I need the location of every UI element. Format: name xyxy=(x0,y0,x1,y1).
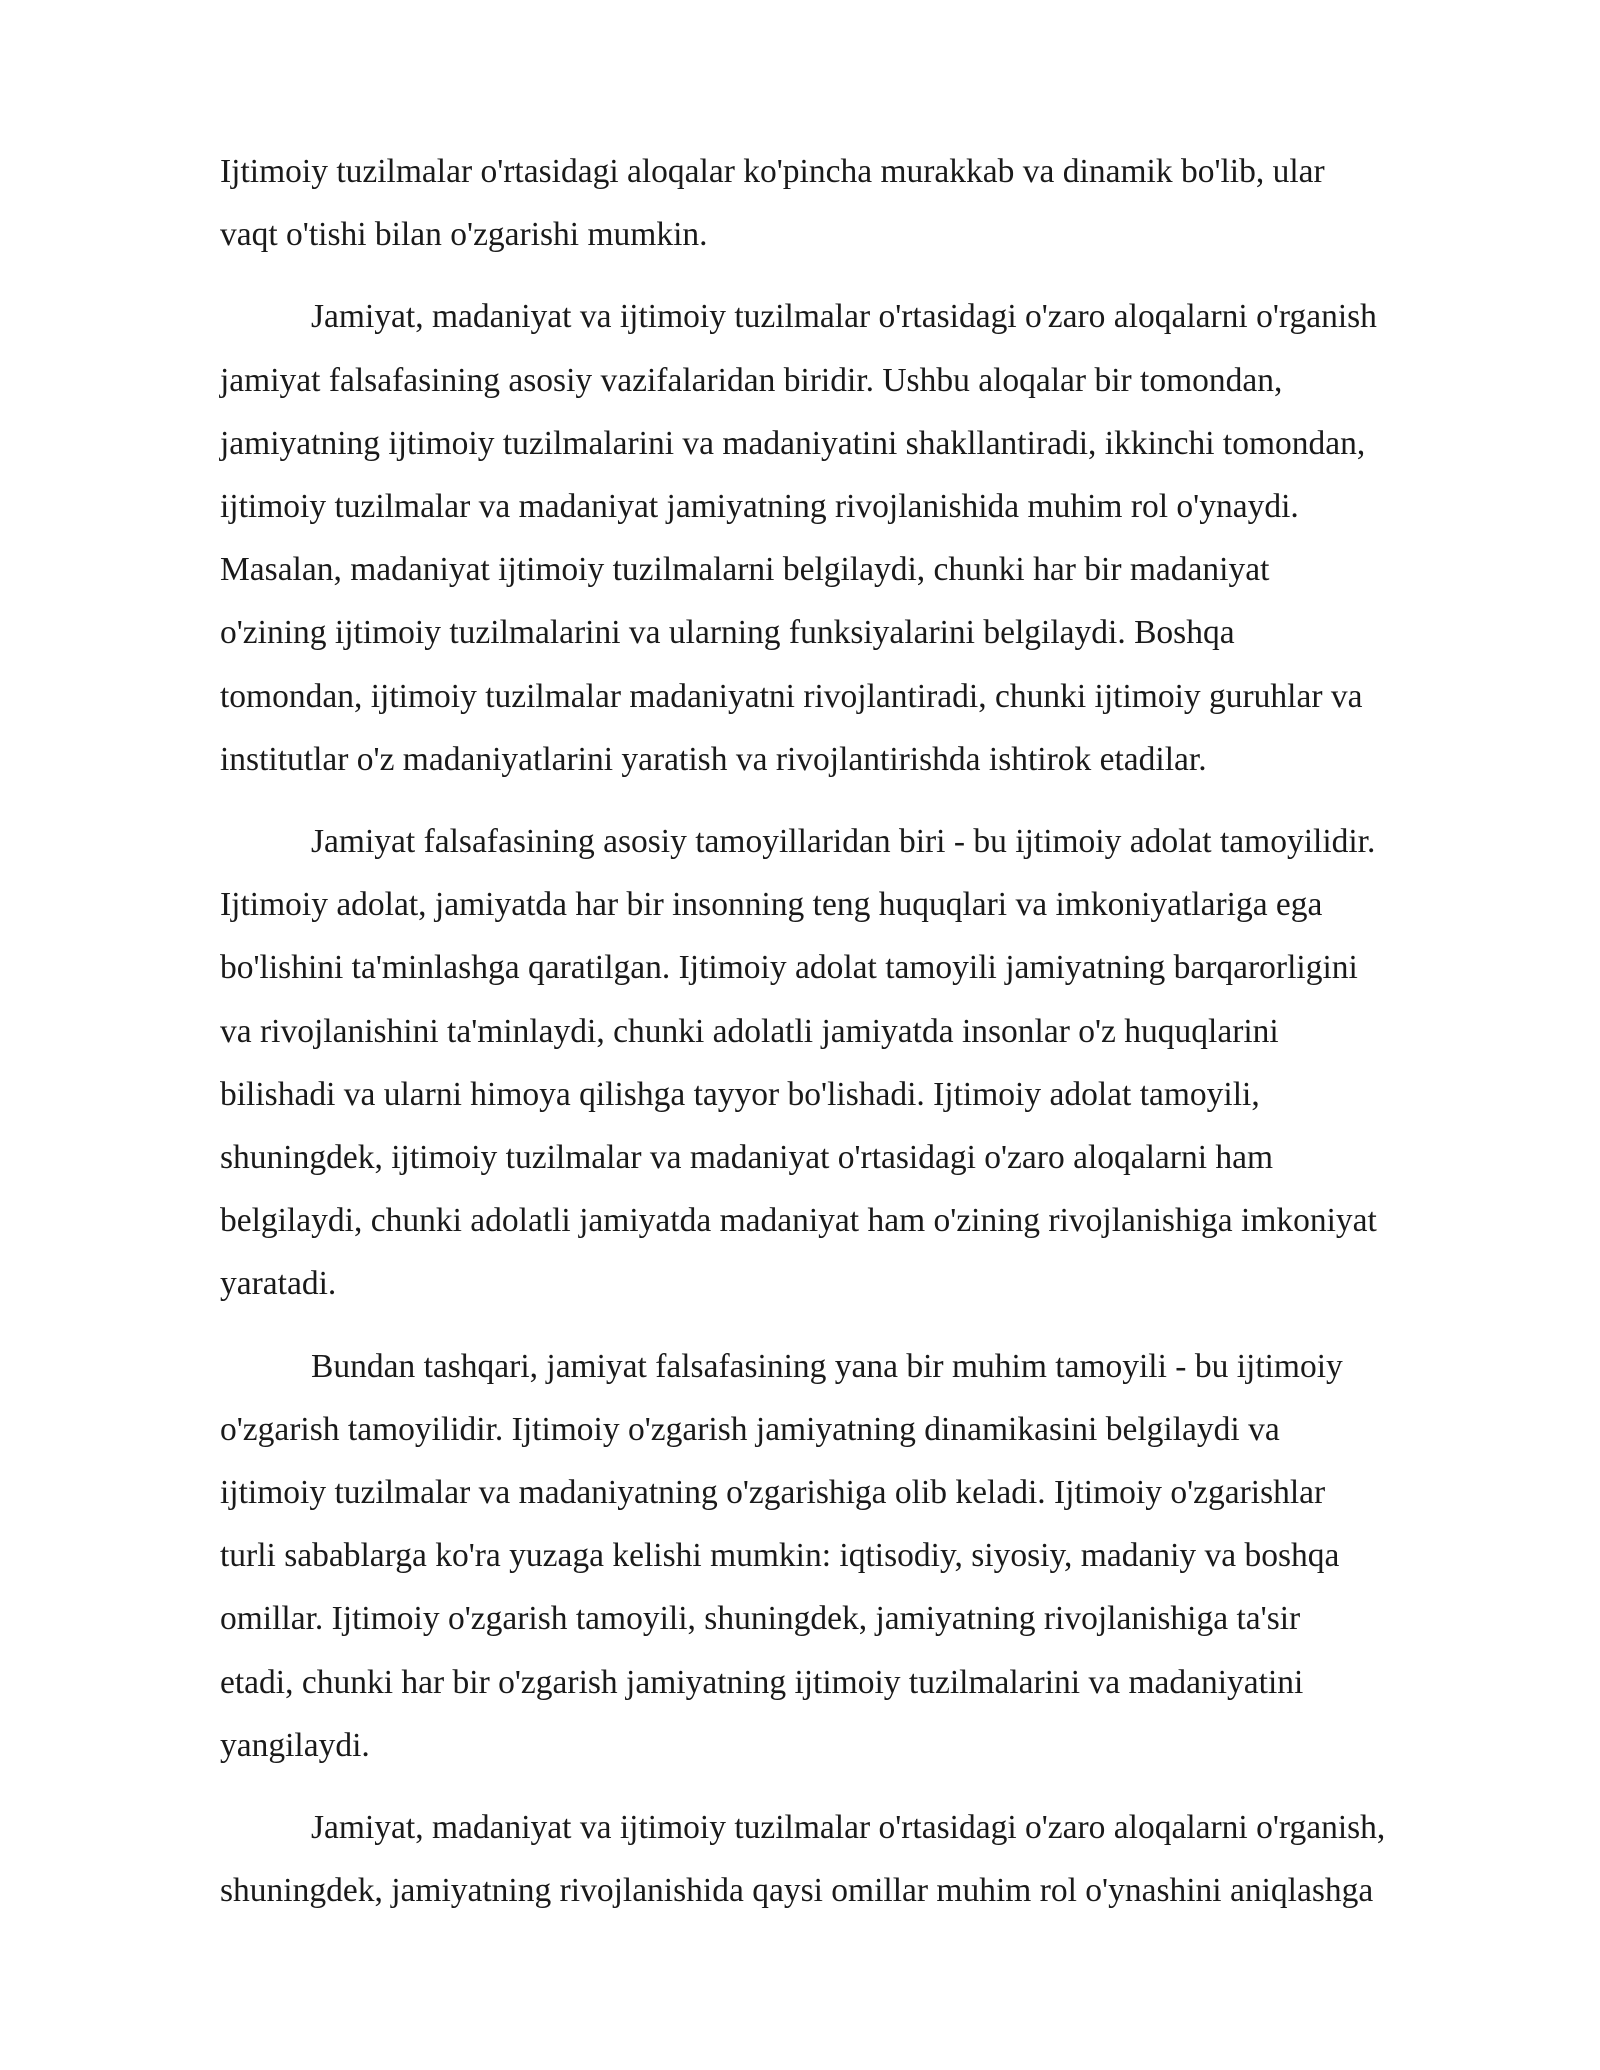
text-line: jamiyat falsafasining asosiy vazifalaridan biridir. Ushbu aloqalar bir tomondan, xyxy=(220,361,1283,399)
text-line: yangilaydi. xyxy=(220,1726,370,1764)
text-line: belgilaydi, chunki adolatli jamiyatda madaniyat ham o'zining rivojlanishiga imkoniyat xyxy=(220,1202,1377,1240)
text-line: o'zining ijtimoiy tuzilmalarini va ularning funksiyalarini belgilaydi. Boshqa xyxy=(220,614,1235,652)
text-line: Jamiyat falsafasining asosiy tamoyillaridan biri - bu ijtimoiy adolat tamoyilidir. xyxy=(311,823,1376,861)
text-line: Ijtimoiy adolat, jamiyatda har bir insonning teng huquqlari va imkoniyatlariga ega xyxy=(220,886,1323,924)
text-line: vaqt o'tishi bilan o'zgarishi mumkin. xyxy=(220,216,708,254)
paragraph-5 xyxy=(220,1796,1482,1922)
text-line: bo'lishini ta'minlashga qaratilgan. Ijtimoiy adolat tamoyili jamiyatning barqarorligini xyxy=(220,949,1358,987)
text-line: turli sabablarga ko'ra yuzaga kelishi mumkin: iqtisodiy, siyosiy, madaniy va boshqa xyxy=(220,1537,1340,1575)
document-body xyxy=(220,140,1482,1941)
paragraph-1 xyxy=(220,140,1482,266)
text-line: ijtimoiy tuzilmalar va madaniyat jamiyatning rivojlanishida muhim rol o'ynaydi. xyxy=(220,488,1299,526)
text-line: shuningdek, jamiyatning rivojlanishida qaysi omillar muhim rol o'ynashini aniqlashga xyxy=(220,1872,1374,1910)
text-line: Masalan, madaniyat ijtimoiy tuzilmalarni belgilaydi, chunki har bir madaniyat xyxy=(220,551,1270,589)
text-line: Ijtimoiy tuzilmalar o'rtasidagi aloqalar ko'pincha murakkab va dinamik bo'lib, ular xyxy=(220,153,1325,190)
text-line: Jamiyat, madaniyat va ijtimoiy tuzilmalar o'rtasidagi o'zaro aloqalarni o'rganish, xyxy=(311,1809,1386,1847)
text-line: Bundan tashqari, jamiyat falsafasining yana bir muhim tamoyili - bu ijtimoiy xyxy=(311,1347,1343,1385)
text-line: va rivojlanishini ta'minlaydi, chunki adolatli jamiyatda insonlar o'z huquqlarini xyxy=(220,1012,1279,1050)
text-line: bilishadi va ularni himoya qilishga tayyor bo'lishadi. Ijtimoiy adolat tamoyili, xyxy=(220,1075,1260,1113)
text-line: omillar. Ijtimoiy o'zgarish tamoyili, shuningdek, jamiyatning rivojlanishiga ta'sir xyxy=(220,1600,1301,1638)
text-line: institutlar o'z madaniyatlarini yaratish va rivojlantirishda ishtirok etadilar. xyxy=(220,740,1207,778)
text-line: o'zgarish tamoyilidir. Ijtimoiy o'zgarish jamiyatning dinamikasini belgilaydi va xyxy=(220,1410,1280,1448)
paragraph-3 xyxy=(220,810,1482,1316)
text-line: Jamiyat, madaniyat va ijtimoiy tuzilmalar o'rtasidagi o'zaro aloqalarni o'rganish xyxy=(311,298,1377,336)
text-line: shuningdek, ijtimoiy tuzilmalar va madaniyat o'rtasidagi o'zaro aloqalarni ham xyxy=(220,1139,1274,1177)
text-line: tomondan, ijtimoiy tuzilmalar madaniyatni rivojlantiradi, chunki ijtimoiy guruhlar va xyxy=(220,677,1363,715)
paragraph-4 xyxy=(220,1335,1482,1777)
text-line: ijtimoiy tuzilmalar va madaniyatning o'zgarishiga olib keladi. Ijtimoiy o'zgarishlar xyxy=(220,1474,1326,1512)
text-line: yaratadi. xyxy=(220,1265,337,1303)
text-line: etadi, chunki har bir o'zgarish jamiyatning ijtimoiy tuzilmalarini va madaniyatini xyxy=(220,1663,1304,1701)
paragraph-2 xyxy=(220,285,1482,791)
text-line: jamiyatning ijtimoiy tuzilmalarini va madaniyatini shakllantiradi, ikkinchi tomondan, xyxy=(220,424,1366,462)
